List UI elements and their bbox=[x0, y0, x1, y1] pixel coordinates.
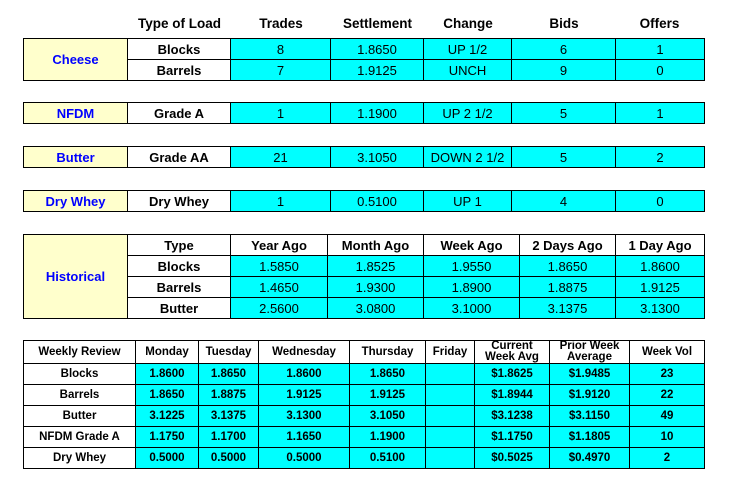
value-cell: 1.8900 bbox=[424, 277, 520, 298]
value-cell: 1.9300 bbox=[328, 277, 424, 298]
offers-cell: 0 bbox=[616, 191, 705, 212]
value-cell: 0.5100 bbox=[350, 448, 426, 469]
col-header: Week Vol bbox=[630, 341, 705, 364]
col-header: Friday bbox=[426, 341, 475, 364]
settlement-cell: 0.5100 bbox=[331, 191, 424, 212]
row-label: Barrels bbox=[24, 385, 136, 406]
value-cell: 1.8600 bbox=[616, 256, 705, 277]
value-cell: 1.1750 bbox=[136, 427, 199, 448]
historical-label: Historical bbox=[24, 235, 128, 319]
value-cell bbox=[426, 385, 475, 406]
trades-cell: 1 bbox=[231, 191, 331, 212]
header-change: Change bbox=[443, 16, 493, 31]
settlement-cell: 3.1050 bbox=[331, 147, 424, 168]
value-cell: $1.8625 bbox=[475, 364, 550, 385]
change-cell: UP 2 1/2 bbox=[424, 103, 512, 124]
value-cell: 1.8650 bbox=[520, 256, 616, 277]
bids-cell: 9 bbox=[512, 60, 616, 81]
trades-cell: 21 bbox=[231, 147, 331, 168]
value-cell: $3.1238 bbox=[475, 406, 550, 427]
col-header: Year Ago bbox=[231, 235, 328, 256]
value-cell: $1.8944 bbox=[475, 385, 550, 406]
change-cell: UP 1 bbox=[424, 191, 512, 212]
row-label: Barrels bbox=[128, 277, 231, 298]
value-cell: 1.8875 bbox=[199, 385, 259, 406]
value-cell: 1.8600 bbox=[136, 364, 199, 385]
load-type: Blocks bbox=[128, 39, 231, 60]
value-cell bbox=[426, 427, 475, 448]
cheese-table bbox=[23, 38, 705, 81]
weekly-row-barrels bbox=[24, 385, 705, 406]
row-label: Blocks bbox=[128, 256, 231, 277]
dry-whey-label: Dry Whey bbox=[24, 191, 128, 212]
row-label: Blocks bbox=[24, 364, 136, 385]
dry-whey-table bbox=[23, 190, 705, 212]
value-cell: 49 bbox=[630, 406, 705, 427]
value-cell: 1.8525 bbox=[328, 256, 424, 277]
value-cell: 1.8600 bbox=[259, 364, 350, 385]
nfdm-label: NFDM bbox=[24, 103, 128, 124]
load-type: Barrels bbox=[128, 60, 231, 81]
value-cell: 3.1300 bbox=[259, 406, 350, 427]
trades-cell: 8 bbox=[231, 39, 331, 60]
bids-cell: 4 bbox=[512, 191, 616, 212]
value-cell: 1.5850 bbox=[231, 256, 328, 277]
butter-label: Butter bbox=[24, 147, 128, 168]
offers-cell: 2 bbox=[616, 147, 705, 168]
col-header: Thursday bbox=[350, 341, 426, 364]
value-cell: $0.4970 bbox=[550, 448, 630, 469]
value-cell: 3.1375 bbox=[199, 406, 259, 427]
value-cell: 1.9125 bbox=[616, 277, 705, 298]
change-cell: UNCH bbox=[424, 60, 512, 81]
value-cell: $1.1805 bbox=[550, 427, 630, 448]
cheese-row-blocks bbox=[24, 39, 705, 60]
value-cell: 1.8875 bbox=[520, 277, 616, 298]
row-label: Butter bbox=[24, 406, 136, 427]
weekly-header-row bbox=[24, 341, 705, 364]
value-cell: 1.4650 bbox=[231, 277, 328, 298]
value-cell: 1.1700 bbox=[199, 427, 259, 448]
value-cell bbox=[426, 364, 475, 385]
value-cell: 0.5000 bbox=[136, 448, 199, 469]
bids-cell: 5 bbox=[512, 103, 616, 124]
bids-cell: 5 bbox=[512, 147, 616, 168]
value-cell bbox=[426, 448, 475, 469]
col-header: Week Ago bbox=[424, 235, 520, 256]
load-type: Grade A bbox=[128, 103, 231, 124]
col-header: Prior Week Average bbox=[550, 341, 630, 364]
value-cell: 2 bbox=[630, 448, 705, 469]
historical-table bbox=[23, 234, 705, 319]
settlement-cell: 1.8650 bbox=[331, 39, 424, 60]
trades-cell: 1 bbox=[231, 103, 331, 124]
header-bids: Bids bbox=[549, 16, 579, 31]
value-cell: $1.9120 bbox=[550, 385, 630, 406]
value-cell: 3.1300 bbox=[616, 298, 705, 319]
value-cell: 1.9550 bbox=[424, 256, 520, 277]
value-cell: $0.5025 bbox=[475, 448, 550, 469]
cheese-label: Cheese bbox=[24, 39, 128, 81]
offers-cell: 0 bbox=[616, 60, 705, 81]
row-label: Dry Whey bbox=[24, 448, 136, 469]
value-cell: 0.5000 bbox=[259, 448, 350, 469]
value-cell: 3.1050 bbox=[350, 406, 426, 427]
settlement-cell: 1.9125 bbox=[331, 60, 424, 81]
value-cell: 1.8650 bbox=[199, 364, 259, 385]
col-header: 1 Day Ago bbox=[616, 235, 705, 256]
offers-cell: 1 bbox=[616, 103, 705, 124]
weekly-row-nfdm bbox=[24, 427, 705, 448]
header-trades: Trades bbox=[259, 16, 303, 31]
value-cell: 1.1900 bbox=[350, 427, 426, 448]
col-header: Month Ago bbox=[328, 235, 424, 256]
nfdm-table bbox=[23, 102, 705, 124]
historical-header-row bbox=[24, 235, 705, 256]
row-label: NFDM Grade A bbox=[24, 427, 136, 448]
value-cell: $3.1150 bbox=[550, 406, 630, 427]
header-type-of-load: Type of Load bbox=[138, 16, 221, 31]
value-cell: 3.1375 bbox=[520, 298, 616, 319]
value-cell: $1.1750 bbox=[475, 427, 550, 448]
butter-table bbox=[23, 146, 705, 168]
weekly-row-butter bbox=[24, 406, 705, 427]
weekly-row-dry-whey bbox=[24, 448, 705, 469]
col-header: Wednesday bbox=[259, 341, 350, 364]
header-offers: Offers bbox=[639, 16, 680, 31]
header-settlement: Settlement bbox=[342, 16, 413, 31]
value-cell: 1.9125 bbox=[259, 385, 350, 406]
value-cell bbox=[426, 406, 475, 427]
value-cell: 1.9125 bbox=[350, 385, 426, 406]
value-cell: 3.1225 bbox=[136, 406, 199, 427]
value-cell: $1.9485 bbox=[550, 364, 630, 385]
butter-row bbox=[24, 147, 705, 168]
col-header: Weekly Review bbox=[24, 341, 136, 364]
value-cell: 0.5000 bbox=[199, 448, 259, 469]
col-header: Type bbox=[128, 235, 231, 256]
value-cell: 2.5600 bbox=[231, 298, 328, 319]
col-header: Monday bbox=[136, 341, 199, 364]
col-header: Tuesday bbox=[199, 341, 259, 364]
weekly-review-table bbox=[23, 340, 705, 469]
value-cell: 10 bbox=[630, 427, 705, 448]
value-cell: 1.1650 bbox=[259, 427, 350, 448]
value-cell: 1.8650 bbox=[136, 385, 199, 406]
change-cell: UP 1/2 bbox=[424, 39, 512, 60]
nfdm-row bbox=[24, 103, 705, 124]
dry-whey-row bbox=[24, 191, 705, 212]
offers-cell: 1 bbox=[616, 39, 705, 60]
weekly-row-blocks bbox=[24, 364, 705, 385]
col-header: Current Week Avg bbox=[475, 341, 550, 364]
change-cell: DOWN 2 1/2 bbox=[424, 147, 512, 168]
value-cell: 3.0800 bbox=[328, 298, 424, 319]
row-label: Butter bbox=[128, 298, 231, 319]
value-cell: 22 bbox=[630, 385, 705, 406]
load-type: Dry Whey bbox=[128, 191, 231, 212]
settlement-cell: 1.1900 bbox=[331, 103, 424, 124]
value-cell: 3.1000 bbox=[424, 298, 520, 319]
value-cell: 1.8650 bbox=[350, 364, 426, 385]
value-cell: 23 bbox=[630, 364, 705, 385]
load-type: Grade AA bbox=[128, 147, 231, 168]
col-header: 2 Days Ago bbox=[520, 235, 616, 256]
bids-cell: 6 bbox=[512, 39, 616, 60]
trades-cell: 7 bbox=[231, 60, 331, 81]
